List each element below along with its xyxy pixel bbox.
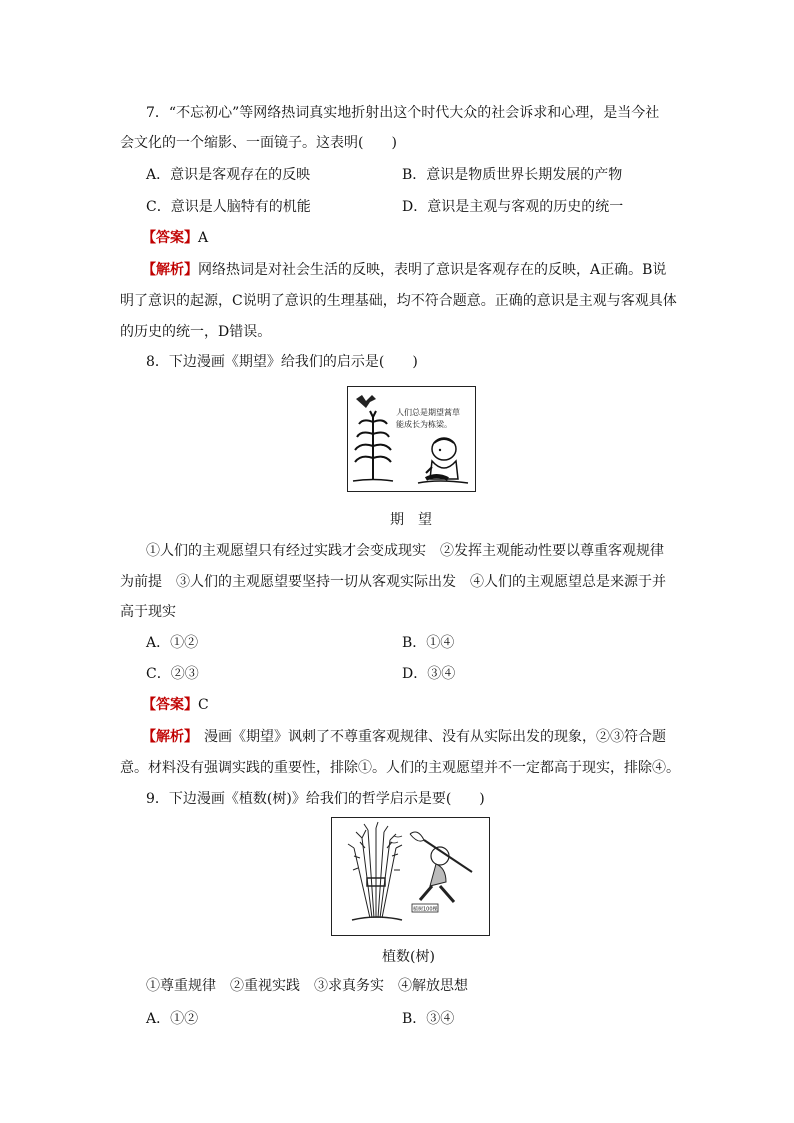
q9-cartoon	[331, 817, 490, 936]
q8-cartoon-drawing	[348, 387, 475, 491]
q9-option-a: A．①②	[146, 1011, 199, 1027]
answer-tag: 【答案】	[142, 230, 198, 246]
q7-option-c: C．意识是人脑特有的机能	[146, 199, 311, 215]
q8-analysis-text1: 漫画《期望》讽刺了不尊重客观规律、没有从实际出发的现象，②③符合题	[204, 729, 666, 745]
q8-stem: 8．下边漫画《期望》给我们的启示是( )	[146, 354, 418, 370]
q7-stem-line2: 会文化的一个缩影、一面镜子。这表明( )	[120, 135, 397, 151]
ground	[352, 917, 402, 920]
q7-answer-line	[142, 229, 208, 247]
q7-stem-line1: 7．“不忘初心”等网络热词真实地折射出这个时代大众的社会诉求和心理，是当今社	[146, 105, 660, 121]
q9-figure-caption: 植数(树)	[382, 949, 435, 965]
q8-answer-line	[142, 696, 209, 714]
q8-analysis-line2: 意。材料没有强调实践的重要性，排除①。人们的主观愿望并不一定都高于现实，排除④。	[120, 760, 680, 776]
q7-option-d: D．意识是主观与客观的历史的统一	[402, 199, 624, 215]
man-legs	[420, 886, 454, 902]
q8-analysis-line1	[142, 728, 666, 746]
answer-tag: 【答案】	[142, 697, 198, 713]
shovel-blade	[410, 832, 424, 841]
q9-items: ①尊重规律 ②重视实践 ③求真务实 ④解放思想	[146, 978, 468, 994]
q8-option-a: A．①②	[146, 635, 199, 651]
q8-cartoon-caption-line1: 人们总是期望蒿草	[396, 408, 460, 417]
q7-analysis-text1: 网络热词是对社会生活的反映，表明了意识是客观存在的反映，A正确。B说	[198, 262, 667, 278]
bird-icon	[356, 395, 376, 408]
q7-option-a: A．意识是客观存在的反映	[146, 167, 311, 183]
q8-answer: C	[198, 697, 209, 713]
ground	[353, 480, 468, 484]
q7-answer: A	[198, 230, 209, 246]
q8-cartoon	[347, 386, 476, 492]
q9-cartoon-sign: 植树100棵	[413, 906, 438, 913]
q9-cartoon-drawing	[332, 818, 489, 935]
q7-analysis-line2: 明了意识的起源，C说明了意识的生理基础，均不符合题意。正确的意识是主观与客观具体	[120, 293, 677, 309]
q8-items-line2: 为前提 ③人们的主观愿望要坚持一切从客观实际出发 ④人们的主观愿望总是来源于并	[120, 574, 666, 590]
q8-items-line3: 高于现实	[120, 604, 176, 620]
q7-analysis-line1	[142, 261, 666, 279]
q8-figure-caption: 期 望	[390, 512, 432, 528]
q8-option-b: B．①④	[402, 635, 455, 651]
q9-stem: 9．下边漫画《植数(树)》给我们的哲学启示是要( )	[146, 791, 485, 807]
q8-option-d: D．③④	[402, 666, 456, 682]
q8-cartoon-caption-line2: 能成长为栋梁。	[396, 420, 452, 429]
q8-option-c: C．②③	[146, 666, 199, 682]
analysis-tag: 【解析】	[142, 262, 198, 278]
q9-option-b: B．③④	[402, 1011, 455, 1027]
man-body	[430, 864, 446, 886]
q8-items-line1: ①人们的主观愿望只有经过实践才会变成现实 ②发挥主观能动性要以尊重客观规律	[146, 543, 664, 559]
q7-option-b: B．意识是物质世界长期发展的产物	[402, 167, 623, 183]
q7-analysis-line3: 的历史的统一，D错误。	[120, 324, 272, 340]
stick-bundle	[348, 822, 402, 918]
analysis-tag: 【解析】	[142, 729, 198, 745]
